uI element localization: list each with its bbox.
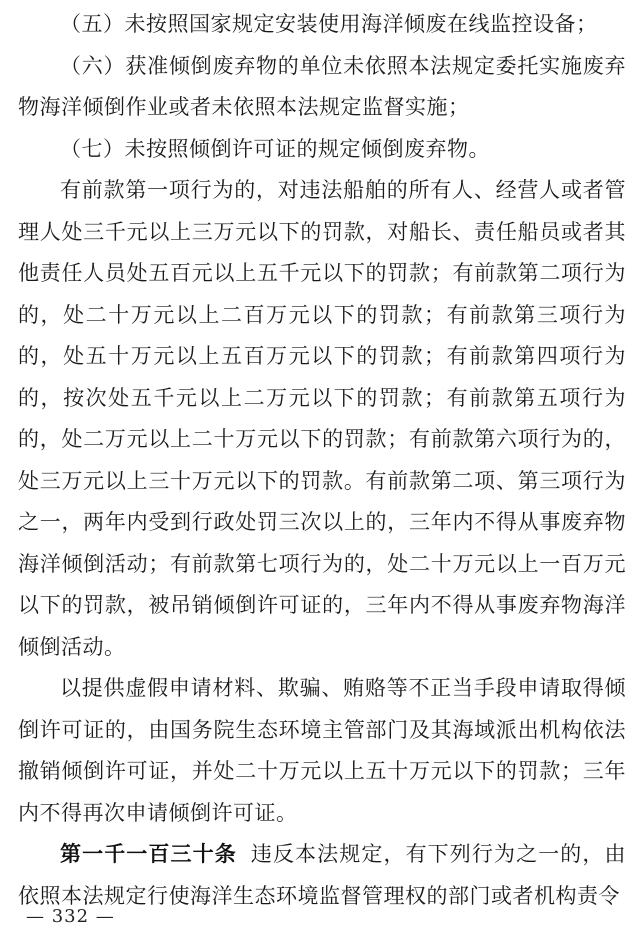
paragraph-item-5: （五）未按照国家规定安装使用海洋倾废在线监控设备； <box>60 12 598 36</box>
paragraph-penalties: 有前款第一项行为的，对违法船舶的所有人、经营人或者管理人处三千元以上三万元以下的罚款，对船长、责任船员或者其他责任人员处五百元以上五千元以下的罚款；有前款第二项行为的，处二十万元以上二百万元以下的罚款；有前款第三项行为的，处五十万元以上五百万元以下的罚款；有前款第四项行为的，按次处五千元以上二万元以下的罚款；有前款第五项行为的，处二万元以上二十万元以下的罚款；有前款第六项行为的，处三万元以上三十万元以下的罚款。有前款第二项、第三项行为之一，两年内受到行政处罚三次以上的，三年内不得从事废弃物海洋倾倒活动；有前款第七项行为的，处二十万元以上一百万元以下的罚款，被吊销倾倒许可证的，三年内不得从事废弃物海洋倾倒活动。 <box>18 178 626 659</box>
paragraph-item-7: （七）未按照倾倒许可证的规定倾倒废弃物。 <box>60 136 490 161</box>
article-paragraph <box>18 834 626 917</box>
document-page <box>18 4 626 917</box>
article-body: 违反本法规定，有下列行为之一的，由依照本法规定行使海洋生态环境监督管理权的部门或者机构责令 <box>18 842 627 908</box>
article-title: 第一千一百三十条 <box>60 842 237 866</box>
paragraph-item-6: （六）获准倾倒废弃物的单位未依照本法规定委托实施废弃物海洋倾倒作业或者未依照本法规定监督实施； <box>18 53 626 119</box>
page-number: — 332 — <box>26 906 115 927</box>
paragraph-fraud-revocation: 以提供虚假申请材料、欺骗、贿赂等不正当手段申请取得倾倒许可证的，由国务院生态环境主管部门及其海域派出机构依法撤销倾倒许可证，并处二十万元以上五十万元以下的罚款；三年内不得再次申请倾倒许可证。 <box>18 676 626 825</box>
